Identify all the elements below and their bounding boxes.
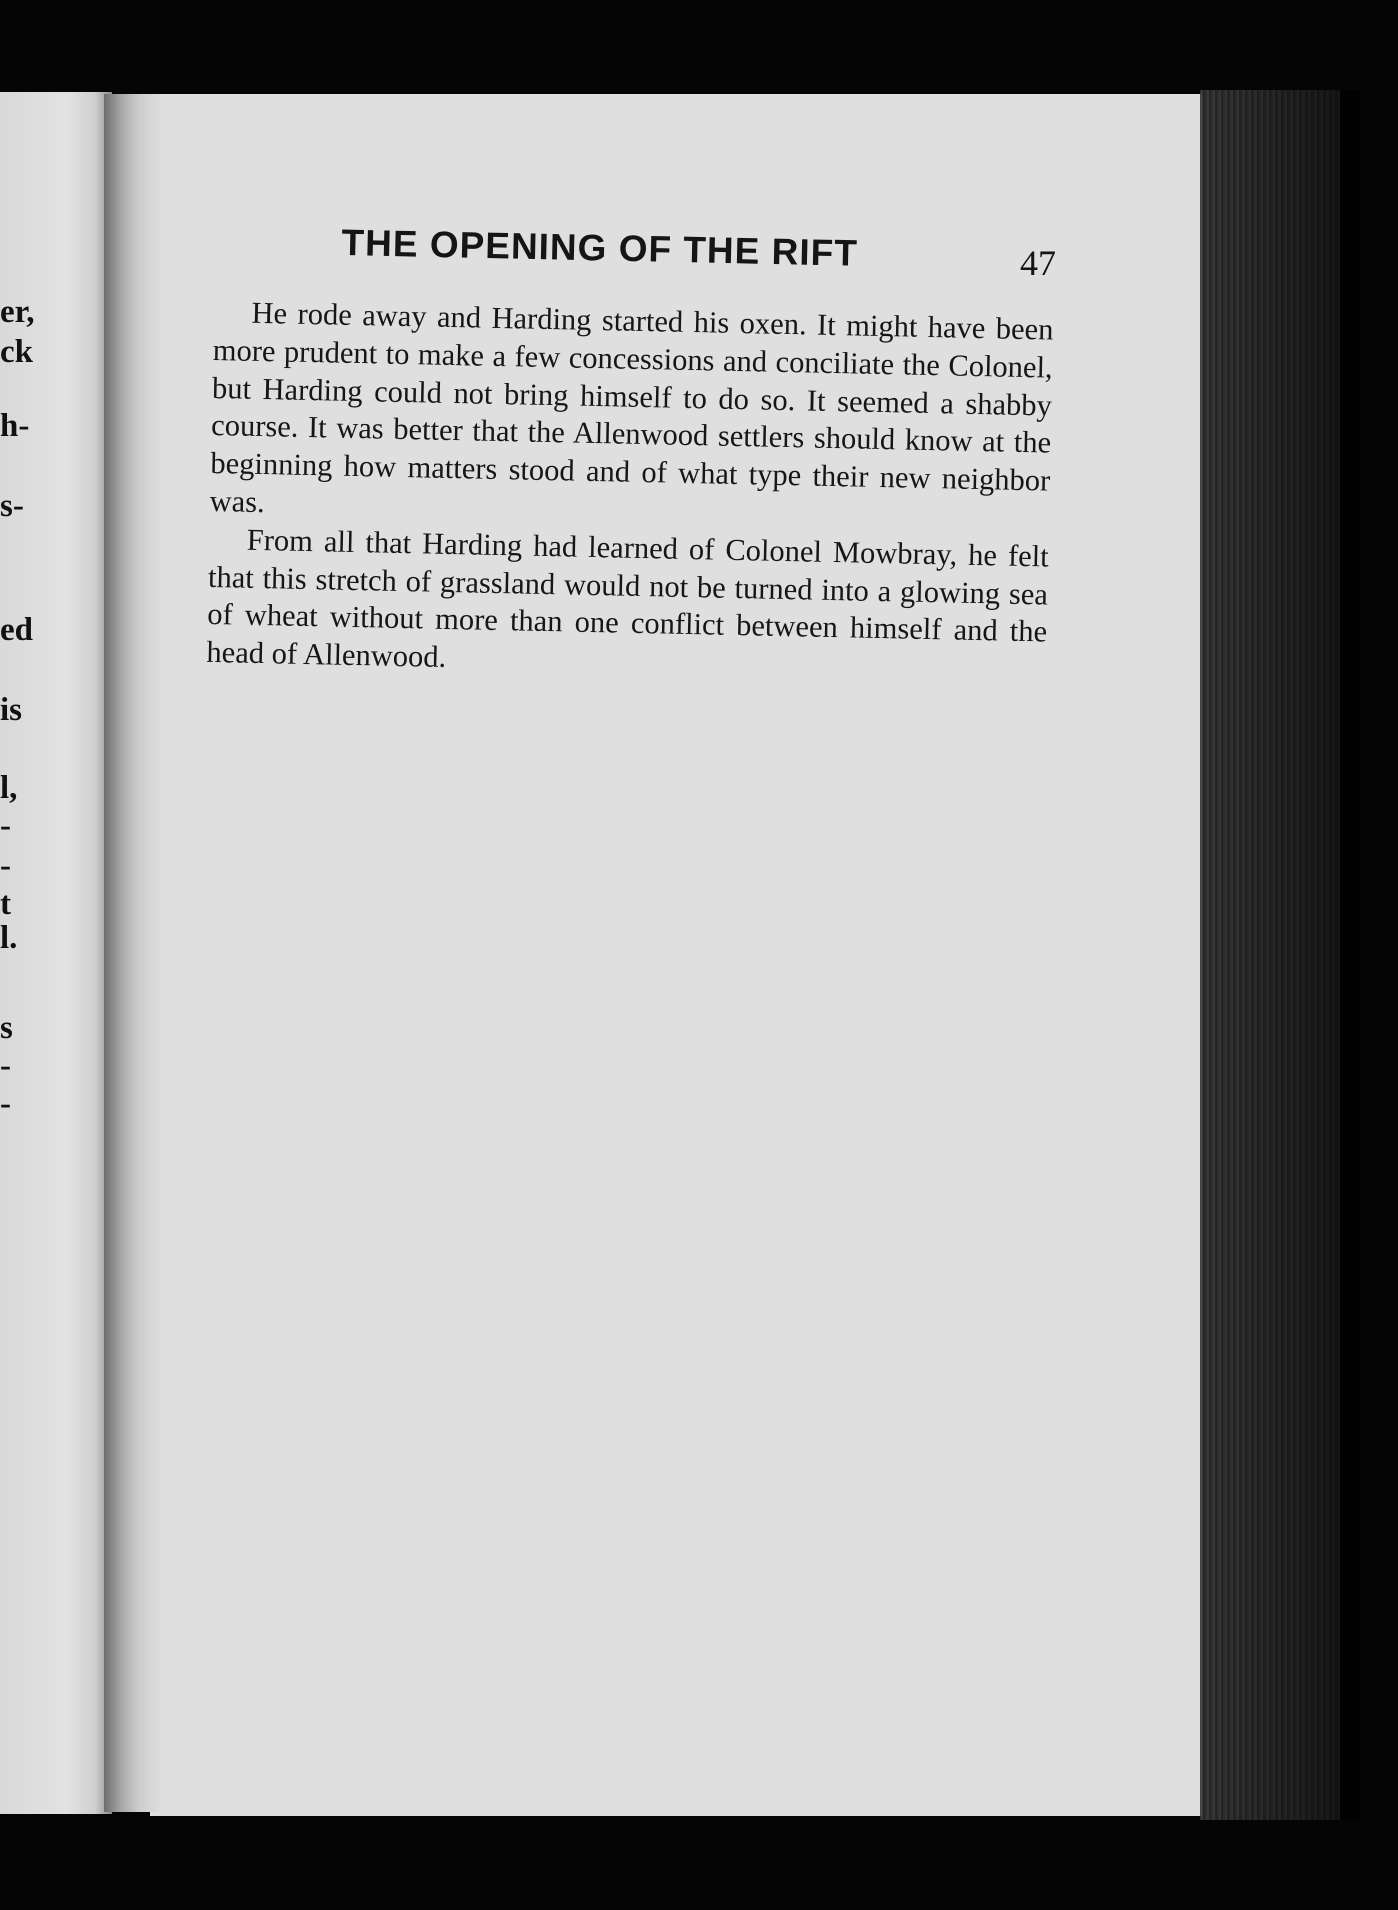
- page-body: [206, 294, 1054, 689]
- facing-page-fragment: t: [0, 886, 11, 922]
- paragraph: From all that Harding had learned of Colonel Mowbray, he felt that this stretch of grassland would not be turned into a glowing sea of wheat without more than one conflict between himself and the head of Allenwood.: [206, 522, 1050, 675]
- facing-page-fragment: -: [0, 1086, 11, 1122]
- facing-page-fragment: ed: [0, 612, 33, 648]
- page-gutter: [104, 94, 162, 1812]
- paragraph: He rode away and Harding started his oxen. It might have been more prudent to make a few concessions and conciliate the Colonel, but Harding could not bring himself to do so. It seemed a shabby course. It was better that the Allenwood settlers should know at the beginning how matters stood and of what type their new neighbor was.: [209, 295, 1054, 520]
- page-number: 47: [1020, 243, 1056, 283]
- facing-page-fragment: s: [0, 1010, 13, 1046]
- running-title: THE OPENING OF THE RIFT: [341, 222, 859, 274]
- facing-page-fragment: l.: [0, 920, 18, 956]
- book-edge-shadow: [1200, 90, 1360, 1820]
- facing-page-fragment: -: [0, 808, 11, 844]
- facing-page: [0, 92, 112, 1814]
- facing-page-fragment: ck: [0, 334, 33, 370]
- page-header: [341, 222, 1062, 283]
- facing-page-fragment: er,: [0, 294, 35, 330]
- facing-page-fragment: l,: [0, 770, 18, 806]
- facing-page-fragment: -: [0, 1048, 11, 1084]
- facing-page-fragment: s-: [0, 488, 24, 524]
- facing-page-fragment: is: [0, 692, 23, 728]
- facing-page-fragment: -: [0, 848, 11, 884]
- facing-page-fragment: h-: [0, 408, 30, 444]
